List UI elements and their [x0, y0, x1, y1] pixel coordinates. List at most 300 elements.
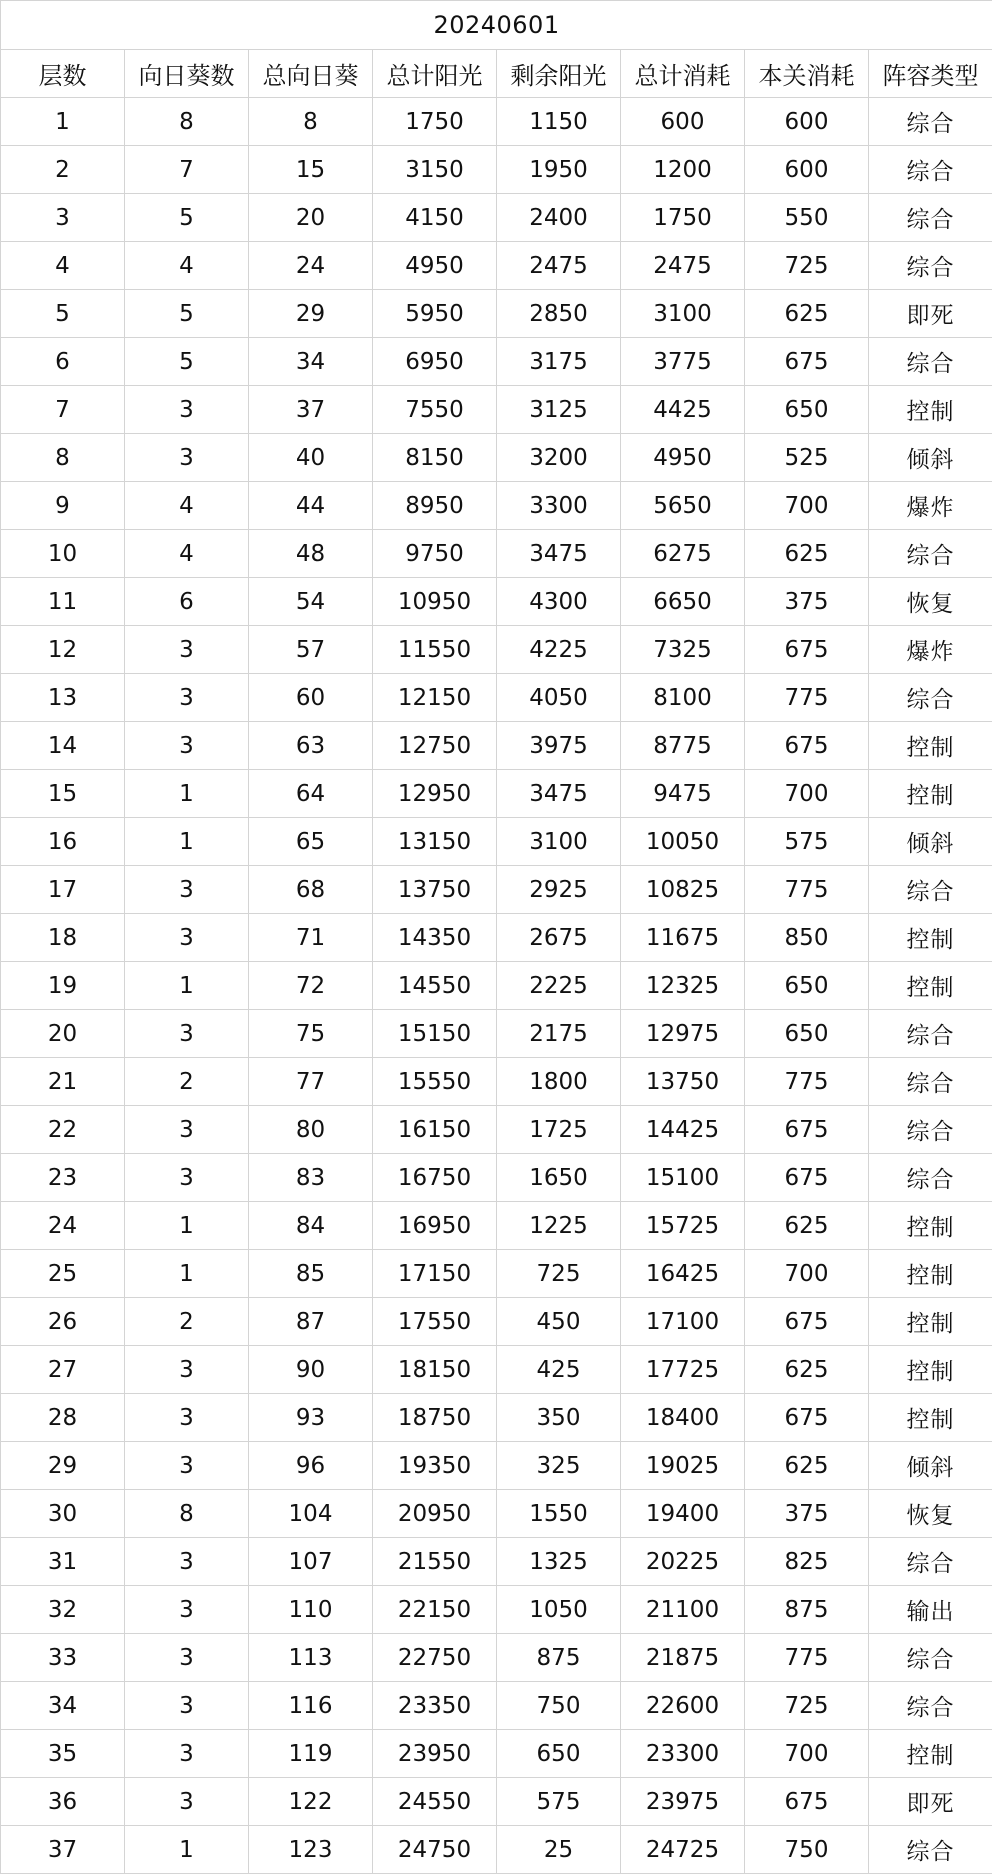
cell-lineup-type[interactable]: 综合 [869, 530, 992, 578]
cell-total-consumption[interactable]: 24725 [621, 1826, 745, 1874]
cell-total-consumption[interactable]: 15100 [621, 1154, 745, 1202]
cell-level-consumption[interactable]: 675 [745, 1394, 869, 1442]
cell-sunflower-count[interactable]: 3 [125, 722, 249, 770]
cell-total-sunlight[interactable]: 14550 [373, 962, 497, 1010]
cell-total-sunflowers[interactable]: 64 [249, 770, 373, 818]
cell-total-sunflowers[interactable]: 110 [249, 1586, 373, 1634]
cell-total-sunflowers[interactable]: 84 [249, 1202, 373, 1250]
cell-remaining-sunlight[interactable]: 1225 [497, 1202, 621, 1250]
cell-floor[interactable]: 9 [1, 482, 125, 530]
cell-total-sunflowers[interactable]: 20 [249, 194, 373, 242]
cell-sunflower-count[interactable]: 5 [125, 338, 249, 386]
cell-level-consumption[interactable]: 700 [745, 1730, 869, 1778]
cell-floor[interactable]: 22 [1, 1106, 125, 1154]
cell-level-consumption[interactable]: 875 [745, 1586, 869, 1634]
cell-total-sunflowers[interactable]: 72 [249, 962, 373, 1010]
cell-total-sunlight[interactable]: 24750 [373, 1826, 497, 1874]
cell-sunflower-count[interactable]: 3 [125, 1106, 249, 1154]
cell-total-consumption[interactable]: 4950 [621, 434, 745, 482]
cell-sunflower-count[interactable]: 1 [125, 1250, 249, 1298]
cell-floor[interactable]: 13 [1, 674, 125, 722]
cell-remaining-sunlight[interactable]: 3975 [497, 722, 621, 770]
cell-sunflower-count[interactable]: 3 [125, 1634, 249, 1682]
cell-lineup-type[interactable]: 综合 [869, 1538, 992, 1586]
cell-remaining-sunlight[interactable]: 1650 [497, 1154, 621, 1202]
cell-total-sunflowers[interactable]: 85 [249, 1250, 373, 1298]
cell-total-consumption[interactable]: 14425 [621, 1106, 745, 1154]
cell-remaining-sunlight[interactable]: 750 [497, 1682, 621, 1730]
cell-lineup-type[interactable]: 综合 [869, 98, 992, 146]
cell-floor[interactable]: 27 [1, 1346, 125, 1394]
cell-remaining-sunlight[interactable]: 25 [497, 1826, 621, 1874]
cell-floor[interactable]: 26 [1, 1298, 125, 1346]
cell-lineup-type[interactable]: 控制 [869, 1202, 992, 1250]
cell-total-sunflowers[interactable]: 60 [249, 674, 373, 722]
cell-total-sunflowers[interactable]: 104 [249, 1490, 373, 1538]
cell-remaining-sunlight[interactable]: 3100 [497, 818, 621, 866]
cell-level-consumption[interactable]: 775 [745, 1634, 869, 1682]
cell-level-consumption[interactable]: 650 [745, 1010, 869, 1058]
cell-sunflower-count[interactable]: 3 [125, 1586, 249, 1634]
cell-total-sunflowers[interactable]: 34 [249, 338, 373, 386]
cell-total-consumption[interactable]: 18400 [621, 1394, 745, 1442]
cell-remaining-sunlight[interactable]: 2925 [497, 866, 621, 914]
cell-floor[interactable]: 32 [1, 1586, 125, 1634]
cell-floor[interactable]: 3 [1, 194, 125, 242]
cell-lineup-type[interactable]: 综合 [869, 866, 992, 914]
cell-total-sunlight[interactable]: 8950 [373, 482, 497, 530]
cell-total-consumption[interactable]: 7325 [621, 626, 745, 674]
cell-total-sunlight[interactable]: 12150 [373, 674, 497, 722]
cell-lineup-type[interactable]: 综合 [869, 1634, 992, 1682]
cell-total-sunflowers[interactable]: 44 [249, 482, 373, 530]
cell-total-consumption[interactable]: 19025 [621, 1442, 745, 1490]
cell-remaining-sunlight[interactable]: 3125 [497, 386, 621, 434]
cell-floor[interactable]: 30 [1, 1490, 125, 1538]
cell-total-consumption[interactable]: 3775 [621, 338, 745, 386]
cell-lineup-type[interactable]: 爆炸 [869, 482, 992, 530]
cell-sunflower-count[interactable]: 1 [125, 770, 249, 818]
cell-total-consumption[interactable]: 22600 [621, 1682, 745, 1730]
cell-total-sunlight[interactable]: 18150 [373, 1346, 497, 1394]
cell-floor[interactable]: 35 [1, 1730, 125, 1778]
cell-lineup-type[interactable]: 输出 [869, 1586, 992, 1634]
cell-floor[interactable]: 5 [1, 290, 125, 338]
cell-sunflower-count[interactable]: 3 [125, 1346, 249, 1394]
cell-total-consumption[interactable]: 2475 [621, 242, 745, 290]
cell-total-sunflowers[interactable]: 113 [249, 1634, 373, 1682]
cell-total-consumption[interactable]: 16425 [621, 1250, 745, 1298]
cell-lineup-type[interactable]: 综合 [869, 242, 992, 290]
cell-lineup-type[interactable]: 综合 [869, 1058, 992, 1106]
cell-total-consumption[interactable]: 11675 [621, 914, 745, 962]
cell-level-consumption[interactable]: 625 [745, 290, 869, 338]
cell-remaining-sunlight[interactable]: 650 [497, 1730, 621, 1778]
cell-floor[interactable]: 16 [1, 818, 125, 866]
cell-total-sunflowers[interactable]: 87 [249, 1298, 373, 1346]
cell-total-consumption[interactable]: 17100 [621, 1298, 745, 1346]
cell-total-sunflowers[interactable]: 48 [249, 530, 373, 578]
cell-total-sunlight[interactable]: 11550 [373, 626, 497, 674]
cell-sunflower-count[interactable]: 4 [125, 530, 249, 578]
cell-total-consumption[interactable]: 15725 [621, 1202, 745, 1250]
cell-total-sunflowers[interactable]: 119 [249, 1730, 373, 1778]
cell-total-sunflowers[interactable]: 122 [249, 1778, 373, 1826]
header-sunflower-count[interactable]: 向日葵数 [125, 50, 249, 98]
cell-lineup-type[interactable]: 控制 [869, 1298, 992, 1346]
cell-lineup-type[interactable]: 控制 [869, 386, 992, 434]
cell-total-consumption[interactable]: 23975 [621, 1778, 745, 1826]
cell-sunflower-count[interactable]: 4 [125, 482, 249, 530]
header-total-consumption[interactable]: 总计消耗 [621, 50, 745, 98]
cell-remaining-sunlight[interactable]: 350 [497, 1394, 621, 1442]
cell-total-sunflowers[interactable]: 96 [249, 1442, 373, 1490]
header-total-sunflowers[interactable]: 总向日葵 [249, 50, 373, 98]
cell-level-consumption[interactable]: 725 [745, 242, 869, 290]
cell-total-sunlight[interactable]: 16150 [373, 1106, 497, 1154]
cell-total-consumption[interactable]: 10825 [621, 866, 745, 914]
cell-level-consumption[interactable]: 675 [745, 338, 869, 386]
cell-level-consumption[interactable]: 375 [745, 1490, 869, 1538]
cell-level-consumption[interactable]: 625 [745, 530, 869, 578]
cell-total-sunlight[interactable]: 15150 [373, 1010, 497, 1058]
cell-total-consumption[interactable]: 4425 [621, 386, 745, 434]
cell-sunflower-count[interactable]: 6 [125, 578, 249, 626]
cell-sunflower-count[interactable]: 7 [125, 146, 249, 194]
cell-sunflower-count[interactable]: 3 [125, 1154, 249, 1202]
cell-floor[interactable]: 15 [1, 770, 125, 818]
cell-floor[interactable]: 7 [1, 386, 125, 434]
cell-total-sunlight[interactable]: 16750 [373, 1154, 497, 1202]
cell-remaining-sunlight[interactable]: 1950 [497, 146, 621, 194]
sheet-title[interactable]: 20240601 [1, 1, 992, 50]
cell-remaining-sunlight[interactable]: 4050 [497, 674, 621, 722]
cell-sunflower-count[interactable]: 3 [125, 1730, 249, 1778]
cell-level-consumption[interactable]: 600 [745, 98, 869, 146]
cell-level-consumption[interactable]: 525 [745, 434, 869, 482]
cell-total-sunlight[interactable]: 23350 [373, 1682, 497, 1730]
cell-lineup-type[interactable]: 恢复 [869, 578, 992, 626]
cell-remaining-sunlight[interactable]: 2225 [497, 962, 621, 1010]
cell-remaining-sunlight[interactable]: 1725 [497, 1106, 621, 1154]
cell-remaining-sunlight[interactable]: 2675 [497, 914, 621, 962]
cell-sunflower-count[interactable]: 5 [125, 290, 249, 338]
cell-total-sunlight[interactable]: 19350 [373, 1442, 497, 1490]
cell-total-sunlight[interactable]: 23950 [373, 1730, 497, 1778]
cell-total-sunlight[interactable]: 6950 [373, 338, 497, 386]
cell-remaining-sunlight[interactable]: 2850 [497, 290, 621, 338]
header-remaining-sunlight[interactable]: 剩余阳光 [497, 50, 621, 98]
cell-level-consumption[interactable]: 700 [745, 1250, 869, 1298]
cell-lineup-type[interactable]: 控制 [869, 1250, 992, 1298]
cell-total-sunflowers[interactable]: 15 [249, 146, 373, 194]
cell-level-consumption[interactable]: 775 [745, 674, 869, 722]
cell-lineup-type[interactable]: 综合 [869, 1106, 992, 1154]
cell-floor[interactable]: 17 [1, 866, 125, 914]
cell-floor[interactable]: 28 [1, 1394, 125, 1442]
cell-sunflower-count[interactable]: 5 [125, 194, 249, 242]
cell-lineup-type[interactable]: 倾斜 [869, 434, 992, 482]
cell-lineup-type[interactable]: 综合 [869, 194, 992, 242]
cell-total-consumption[interactable]: 17725 [621, 1346, 745, 1394]
cell-floor[interactable]: 1 [1, 98, 125, 146]
cell-sunflower-count[interactable]: 3 [125, 1538, 249, 1586]
cell-remaining-sunlight[interactable]: 450 [497, 1298, 621, 1346]
cell-lineup-type[interactable]: 控制 [869, 1730, 992, 1778]
cell-total-consumption[interactable]: 6275 [621, 530, 745, 578]
cell-floor[interactable]: 14 [1, 722, 125, 770]
cell-level-consumption[interactable]: 675 [745, 722, 869, 770]
cell-floor[interactable]: 31 [1, 1538, 125, 1586]
cell-sunflower-count[interactable]: 8 [125, 98, 249, 146]
cell-lineup-type[interactable]: 综合 [869, 674, 992, 722]
cell-remaining-sunlight[interactable]: 2400 [497, 194, 621, 242]
cell-sunflower-count[interactable]: 3 [125, 434, 249, 482]
cell-total-sunflowers[interactable]: 63 [249, 722, 373, 770]
cell-total-consumption[interactable]: 5650 [621, 482, 745, 530]
cell-total-sunlight[interactable]: 21550 [373, 1538, 497, 1586]
cell-remaining-sunlight[interactable]: 4225 [497, 626, 621, 674]
cell-remaining-sunlight[interactable]: 4300 [497, 578, 621, 626]
cell-total-sunlight[interactable]: 4950 [373, 242, 497, 290]
cell-sunflower-count[interactable]: 3 [125, 1778, 249, 1826]
cell-sunflower-count[interactable]: 1 [125, 818, 249, 866]
cell-total-sunlight[interactable]: 14350 [373, 914, 497, 962]
cell-floor[interactable]: 6 [1, 338, 125, 386]
cell-total-sunlight[interactable]: 22750 [373, 1634, 497, 1682]
cell-remaining-sunlight[interactable]: 3300 [497, 482, 621, 530]
cell-remaining-sunlight[interactable]: 1325 [497, 1538, 621, 1586]
header-lineup-type[interactable]: 阵容类型 [869, 50, 992, 98]
cell-total-sunflowers[interactable]: 71 [249, 914, 373, 962]
cell-total-consumption[interactable]: 12325 [621, 962, 745, 1010]
cell-sunflower-count[interactable]: 4 [125, 242, 249, 290]
cell-lineup-type[interactable]: 控制 [869, 914, 992, 962]
cell-lineup-type[interactable]: 综合 [869, 1010, 992, 1058]
cell-total-sunflowers[interactable]: 93 [249, 1394, 373, 1442]
cell-total-sunflowers[interactable]: 24 [249, 242, 373, 290]
cell-level-consumption[interactable]: 675 [745, 1778, 869, 1826]
cell-level-consumption[interactable]: 675 [745, 1106, 869, 1154]
cell-total-sunflowers[interactable]: 68 [249, 866, 373, 914]
cell-sunflower-count[interactable]: 3 [125, 1394, 249, 1442]
cell-sunflower-count[interactable]: 3 [125, 1010, 249, 1058]
cell-level-consumption[interactable]: 850 [745, 914, 869, 962]
cell-total-sunflowers[interactable]: 29 [249, 290, 373, 338]
cell-floor[interactable]: 12 [1, 626, 125, 674]
cell-sunflower-count[interactable]: 1 [125, 1826, 249, 1874]
cell-remaining-sunlight[interactable]: 1150 [497, 98, 621, 146]
cell-sunflower-count[interactable]: 3 [125, 674, 249, 722]
cell-total-sunflowers[interactable]: 107 [249, 1538, 373, 1586]
cell-total-consumption[interactable]: 6650 [621, 578, 745, 626]
cell-lineup-type[interactable]: 综合 [869, 1826, 992, 1874]
cell-total-sunflowers[interactable]: 75 [249, 1010, 373, 1058]
cell-level-consumption[interactable]: 675 [745, 626, 869, 674]
cell-total-sunlight[interactable]: 7550 [373, 386, 497, 434]
cell-remaining-sunlight[interactable]: 3200 [497, 434, 621, 482]
cell-total-sunlight[interactable]: 24550 [373, 1778, 497, 1826]
cell-total-sunlight[interactable]: 1750 [373, 98, 497, 146]
cell-remaining-sunlight[interactable]: 2475 [497, 242, 621, 290]
cell-remaining-sunlight[interactable]: 725 [497, 1250, 621, 1298]
cell-level-consumption[interactable]: 700 [745, 770, 869, 818]
cell-sunflower-count[interactable]: 1 [125, 962, 249, 1010]
cell-total-sunlight[interactable]: 17150 [373, 1250, 497, 1298]
cell-lineup-type[interactable]: 综合 [869, 146, 992, 194]
cell-level-consumption[interactable]: 700 [745, 482, 869, 530]
cell-remaining-sunlight[interactable]: 1550 [497, 1490, 621, 1538]
cell-level-consumption[interactable]: 675 [745, 1154, 869, 1202]
cell-level-consumption[interactable]: 775 [745, 1058, 869, 1106]
cell-floor[interactable]: 36 [1, 1778, 125, 1826]
cell-floor[interactable]: 37 [1, 1826, 125, 1874]
cell-floor[interactable]: 29 [1, 1442, 125, 1490]
cell-total-sunflowers[interactable]: 77 [249, 1058, 373, 1106]
cell-total-consumption[interactable]: 10050 [621, 818, 745, 866]
cell-level-consumption[interactable]: 600 [745, 146, 869, 194]
cell-total-consumption[interactable]: 1200 [621, 146, 745, 194]
cell-total-sunlight[interactable]: 12950 [373, 770, 497, 818]
cell-total-consumption[interactable]: 9475 [621, 770, 745, 818]
cell-total-consumption[interactable]: 13750 [621, 1058, 745, 1106]
cell-total-sunflowers[interactable]: 116 [249, 1682, 373, 1730]
cell-level-consumption[interactable]: 675 [745, 1298, 869, 1346]
cell-floor[interactable]: 34 [1, 1682, 125, 1730]
cell-total-sunlight[interactable]: 18750 [373, 1394, 497, 1442]
cell-total-consumption[interactable]: 23300 [621, 1730, 745, 1778]
cell-total-consumption[interactable]: 21100 [621, 1586, 745, 1634]
cell-sunflower-count[interactable]: 3 [125, 1442, 249, 1490]
cell-total-consumption[interactable]: 1750 [621, 194, 745, 242]
cell-total-sunlight[interactable]: 20950 [373, 1490, 497, 1538]
cell-total-sunlight[interactable]: 3150 [373, 146, 497, 194]
cell-total-sunlight[interactable]: 13750 [373, 866, 497, 914]
cell-level-consumption[interactable]: 625 [745, 1442, 869, 1490]
cell-total-consumption[interactable]: 20225 [621, 1538, 745, 1586]
cell-floor[interactable]: 23 [1, 1154, 125, 1202]
cell-remaining-sunlight[interactable]: 425 [497, 1346, 621, 1394]
cell-sunflower-count[interactable]: 3 [125, 866, 249, 914]
cell-lineup-type[interactable]: 综合 [869, 1682, 992, 1730]
cell-sunflower-count[interactable]: 1 [125, 1202, 249, 1250]
cell-total-sunlight[interactable]: 10950 [373, 578, 497, 626]
cell-level-consumption[interactable]: 825 [745, 1538, 869, 1586]
cell-total-sunflowers[interactable]: 8 [249, 98, 373, 146]
cell-lineup-type[interactable]: 倾斜 [869, 818, 992, 866]
cell-remaining-sunlight[interactable]: 875 [497, 1634, 621, 1682]
cell-lineup-type[interactable]: 控制 [869, 1346, 992, 1394]
cell-floor[interactable]: 18 [1, 914, 125, 962]
cell-lineup-type[interactable]: 综合 [869, 1154, 992, 1202]
cell-total-sunlight[interactable]: 12750 [373, 722, 497, 770]
cell-total-sunlight[interactable]: 22150 [373, 1586, 497, 1634]
cell-sunflower-count[interactable]: 2 [125, 1058, 249, 1106]
cell-remaining-sunlight[interactable]: 575 [497, 1778, 621, 1826]
cell-total-sunflowers[interactable]: 57 [249, 626, 373, 674]
cell-lineup-type[interactable]: 控制 [869, 1394, 992, 1442]
cell-lineup-type[interactable]: 控制 [869, 722, 992, 770]
cell-total-consumption[interactable]: 21875 [621, 1634, 745, 1682]
cell-floor[interactable]: 21 [1, 1058, 125, 1106]
cell-total-consumption[interactable]: 8100 [621, 674, 745, 722]
cell-floor[interactable]: 25 [1, 1250, 125, 1298]
cell-lineup-type[interactable]: 控制 [869, 770, 992, 818]
cell-total-sunlight[interactable]: 8150 [373, 434, 497, 482]
cell-floor[interactable]: 4 [1, 242, 125, 290]
header-level-consumption[interactable]: 本关消耗 [745, 50, 869, 98]
cell-total-sunlight[interactable]: 5950 [373, 290, 497, 338]
cell-sunflower-count[interactable]: 8 [125, 1490, 249, 1538]
cell-total-sunlight[interactable]: 4150 [373, 194, 497, 242]
cell-total-sunlight[interactable]: 16950 [373, 1202, 497, 1250]
cell-total-consumption[interactable]: 3100 [621, 290, 745, 338]
cell-total-sunlight[interactable]: 17550 [373, 1298, 497, 1346]
cell-floor[interactable]: 33 [1, 1634, 125, 1682]
cell-total-consumption[interactable]: 19400 [621, 1490, 745, 1538]
cell-total-sunflowers[interactable]: 54 [249, 578, 373, 626]
cell-level-consumption[interactable]: 650 [745, 962, 869, 1010]
cell-level-consumption[interactable]: 375 [745, 578, 869, 626]
cell-lineup-type[interactable]: 即死 [869, 290, 992, 338]
cell-floor[interactable]: 19 [1, 962, 125, 1010]
cell-lineup-type[interactable]: 恢复 [869, 1490, 992, 1538]
cell-total-sunlight[interactable]: 9750 [373, 530, 497, 578]
cell-total-sunlight[interactable]: 15550 [373, 1058, 497, 1106]
cell-total-sunflowers[interactable]: 90 [249, 1346, 373, 1394]
cell-level-consumption[interactable]: 650 [745, 386, 869, 434]
cell-floor[interactable]: 11 [1, 578, 125, 626]
cell-total-sunflowers[interactable]: 123 [249, 1826, 373, 1874]
header-floor[interactable]: 层数 [1, 50, 125, 98]
cell-remaining-sunlight[interactable]: 3475 [497, 530, 621, 578]
cell-total-consumption[interactable]: 12975 [621, 1010, 745, 1058]
header-total-sunlight[interactable]: 总计阳光 [373, 50, 497, 98]
cell-remaining-sunlight[interactable]: 325 [497, 1442, 621, 1490]
cell-total-sunflowers[interactable]: 40 [249, 434, 373, 482]
cell-floor[interactable]: 20 [1, 1010, 125, 1058]
cell-level-consumption[interactable]: 550 [745, 194, 869, 242]
cell-level-consumption[interactable]: 775 [745, 866, 869, 914]
cell-remaining-sunlight[interactable]: 1050 [497, 1586, 621, 1634]
cell-level-consumption[interactable]: 725 [745, 1682, 869, 1730]
cell-level-consumption[interactable]: 575 [745, 818, 869, 866]
cell-lineup-type[interactable]: 倾斜 [869, 1442, 992, 1490]
cell-sunflower-count[interactable]: 3 [125, 1682, 249, 1730]
cell-sunflower-count[interactable]: 3 [125, 914, 249, 962]
cell-lineup-type[interactable]: 爆炸 [869, 626, 992, 674]
cell-total-sunflowers[interactable]: 65 [249, 818, 373, 866]
cell-total-sunflowers[interactable]: 37 [249, 386, 373, 434]
cell-floor[interactable]: 8 [1, 434, 125, 482]
cell-sunflower-count[interactable]: 3 [125, 626, 249, 674]
cell-level-consumption[interactable]: 625 [745, 1202, 869, 1250]
cell-lineup-type[interactable]: 即死 [869, 1778, 992, 1826]
cell-total-sunflowers[interactable]: 83 [249, 1154, 373, 1202]
cell-remaining-sunlight[interactable]: 1800 [497, 1058, 621, 1106]
cell-sunflower-count[interactable]: 2 [125, 1298, 249, 1346]
cell-total-sunflowers[interactable]: 80 [249, 1106, 373, 1154]
cell-floor[interactable]: 24 [1, 1202, 125, 1250]
cell-level-consumption[interactable]: 625 [745, 1346, 869, 1394]
cell-remaining-sunlight[interactable]: 3175 [497, 338, 621, 386]
cell-lineup-type[interactable]: 控制 [869, 962, 992, 1010]
cell-floor[interactable]: 2 [1, 146, 125, 194]
cell-level-consumption[interactable]: 750 [745, 1826, 869, 1874]
cell-floor[interactable]: 10 [1, 530, 125, 578]
cell-remaining-sunlight[interactable]: 3475 [497, 770, 621, 818]
cell-total-sunlight[interactable]: 13150 [373, 818, 497, 866]
